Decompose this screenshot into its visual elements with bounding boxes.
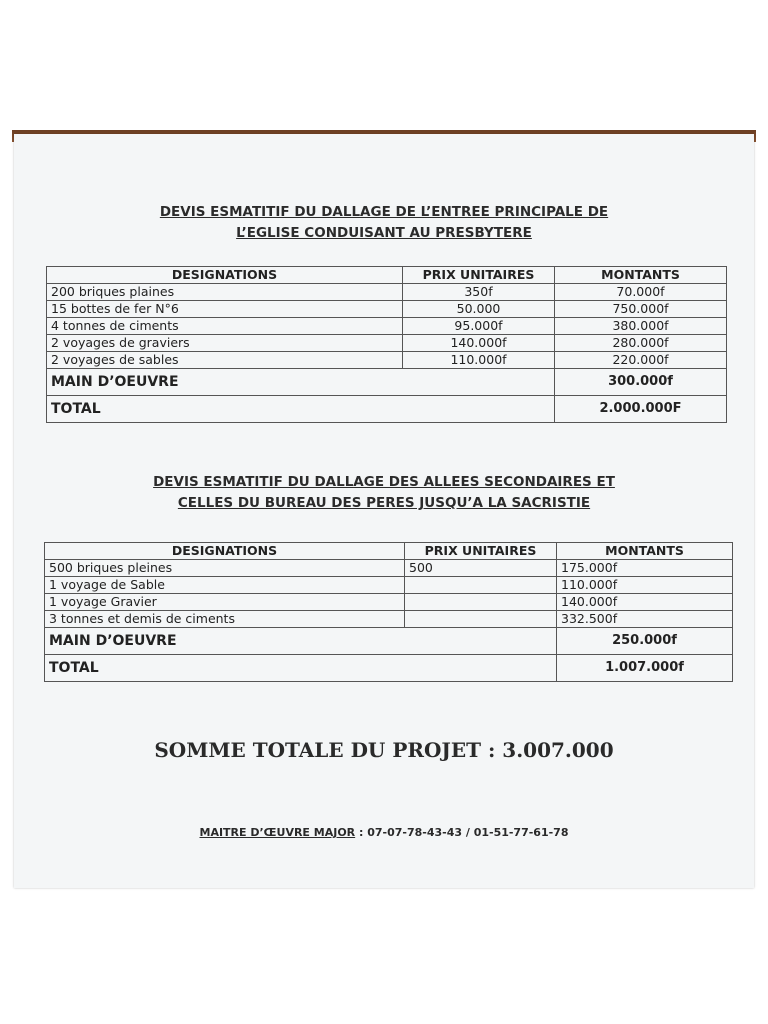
header-designations: DESIGNATIONS [47,267,403,284]
devis2-table [44,542,733,682]
document-sheet [14,134,754,888]
total-label: TOTAL [47,396,555,423]
header-prix-unitaires: PRIX UNITAIRES [403,267,555,284]
devis1-title-line1: DEVIS ESMATITIF DU DALLAGE DE L’ENTREE PRINCIPALE DE [159,204,609,220]
main-oeuvre-value: 300.000f [555,369,727,396]
cell-prix: 95.000f [403,318,555,335]
grand-total: SOMME TOTALE DU PROJET : 3.007.000 [154,738,614,762]
cell-designation: 200 briques plaines [47,284,403,301]
table-row [47,301,727,318]
cell-designation: 1 voyage Gravier [45,594,405,611]
total-row [45,655,733,682]
cell-montant: 110.000f [557,577,733,594]
main-oeuvre-value: 250.000f [557,628,733,655]
cell-montant: 220.000f [555,352,727,369]
main-oeuvre-row [45,628,733,655]
table-header-row [47,267,727,284]
total-label: TOTAL [45,655,557,682]
cell-designation: 2 voyages de graviers [47,335,403,352]
footer-contact [14,826,754,839]
cell-prix: 350f [403,284,555,301]
cell-prix: 50.000 [403,301,555,318]
cell-prix: 110.000f [403,352,555,369]
cell-designation: 500 briques pleines [45,560,405,577]
cell-designation: 15 bottes de fer N°6 [47,301,403,318]
cell-prix [405,577,557,594]
table-row [47,284,727,301]
cell-montant: 332.500f [557,611,733,628]
main-oeuvre-label: MAIN D’OEUVRE [45,628,557,655]
table-row [47,335,727,352]
main-oeuvre-row [47,369,727,396]
cell-designation: 1 voyage de Sable [45,577,405,594]
table-row [47,318,727,335]
cell-designation: 3 tonnes et demis de ciments [45,611,405,628]
total-row [47,396,727,423]
devis1-title [14,202,754,244]
table-row [45,594,733,611]
table-header-row [45,543,733,560]
cell-prix: 500 [405,560,557,577]
devis1-table [46,266,727,423]
total-value: 2.000.000F [555,396,727,423]
header-designations: DESIGNATIONS [45,543,405,560]
table-row [45,560,733,577]
table-row [45,577,733,594]
footer-phones: : 07-07-78-43-43 / 01-51-77-61-78 [355,826,569,839]
devis2-title [14,472,754,514]
main-oeuvre-label: MAIN D’OEUVRE [47,369,555,396]
cell-montant: 280.000f [555,335,727,352]
header-montants: MONTANTS [555,267,727,284]
cell-montant: 175.000f [557,560,733,577]
cell-montant: 750.000f [555,301,727,318]
header-prix-unitaires: PRIX UNITAIRES [405,543,557,560]
total-value: 1.007.000f [557,655,733,682]
devis2-title-line1: DEVIS ESMATITIF DU DALLAGE DES ALLEES SECONDAIRES ET [153,474,615,490]
devis2-title-line2: CELLES DU BUREAU DES PERES JUSQU’A LA SACRISTIE [177,495,591,511]
table-row [45,611,733,628]
devis1-title-line2: L’EGLISE CONDUISANT AU PRESBYTERE [236,225,532,241]
cell-prix: 140.000f [403,335,555,352]
footer-label: MAITRE D’ŒUVRE MAJOR [199,826,356,839]
cell-prix [405,594,557,611]
cell-designation: 4 tonnes de ciments [47,318,403,335]
cell-montant: 380.000f [555,318,727,335]
table-row [47,352,727,369]
cell-designation: 2 voyages de sables [47,352,403,369]
cell-montant: 70.000f [555,284,727,301]
cell-montant: 140.000f [557,594,733,611]
header-montants: MONTANTS [557,543,733,560]
cell-prix [405,611,557,628]
